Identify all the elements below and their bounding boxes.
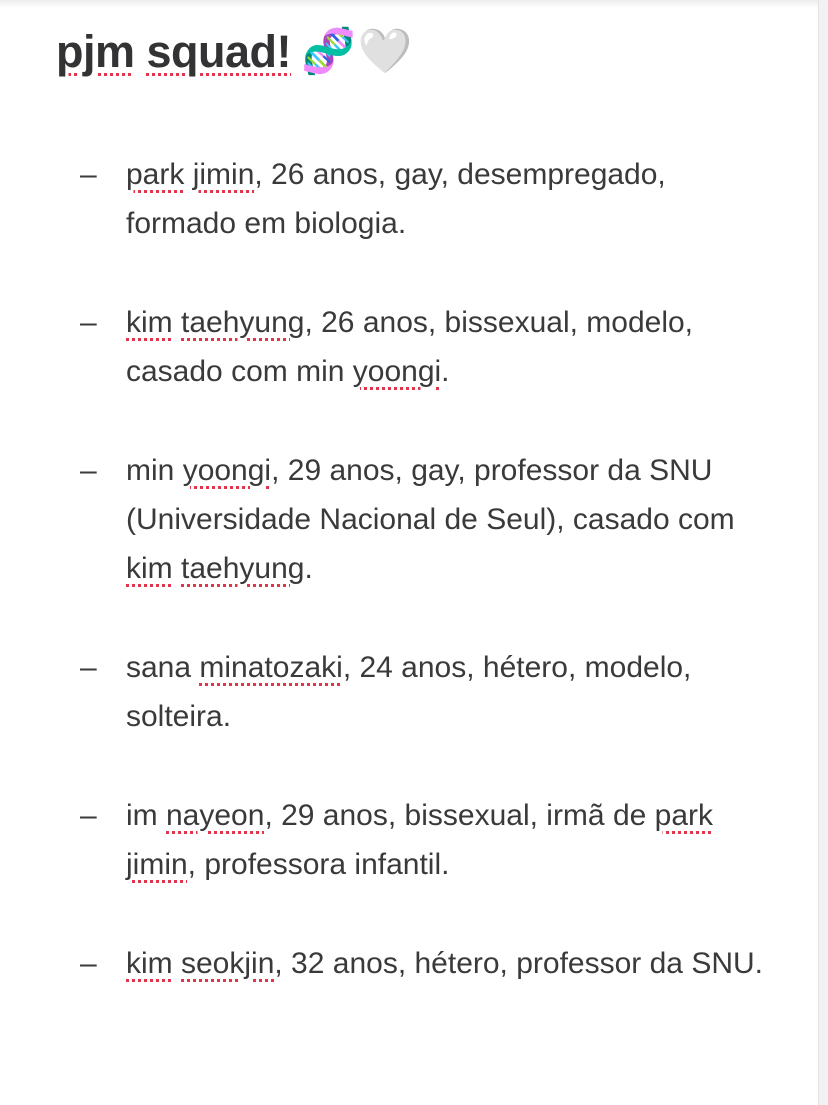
name-first: im bbox=[126, 799, 158, 832]
name-last: seokjin bbox=[181, 947, 275, 980]
dash-bullet: – bbox=[80, 947, 97, 980]
list-item bbox=[0, 446, 818, 593]
scrollbar[interactable] bbox=[818, 0, 828, 1105]
title-text bbox=[56, 26, 291, 78]
name-last: yoongi bbox=[182, 454, 272, 487]
name-ref-last: jimin bbox=[126, 848, 188, 881]
name-ref-last: taehyung bbox=[181, 552, 305, 585]
list-item bbox=[0, 791, 818, 889]
entry-end: . bbox=[304, 552, 313, 585]
entry-details: , 29 anos, gay, professor da SNU (Universidade Nacional de Seul), casado com bbox=[126, 454, 735, 536]
entry-details: , 32 anos, hétero, professor da SNU. bbox=[274, 947, 763, 980]
dna-icon: 🧬 bbox=[301, 27, 356, 76]
name-first: sana bbox=[126, 651, 192, 684]
dash-bullet: – bbox=[80, 651, 97, 684]
white-heart-icon: 🤍 bbox=[357, 27, 413, 76]
page-title bbox=[56, 22, 413, 82]
name-ref-first: park bbox=[654, 799, 714, 832]
name-first: min bbox=[126, 454, 175, 487]
name-last: minatozaki bbox=[199, 651, 343, 684]
name-first: park bbox=[126, 158, 185, 191]
list-item bbox=[0, 939, 818, 988]
entry-details: , 24 anos, hétero, modelo, solteira. bbox=[126, 651, 692, 733]
name-first: kim bbox=[126, 306, 173, 339]
name-last: nayeon bbox=[166, 799, 265, 832]
list-item bbox=[0, 150, 818, 248]
entry-details: , 29 anos, bissexual, irmã de bbox=[264, 799, 655, 832]
title-word-pjm: pjm bbox=[56, 26, 135, 77]
dash-bullet: – bbox=[80, 799, 97, 832]
name-last: jimin bbox=[192, 158, 255, 191]
character-list bbox=[0, 150, 818, 1038]
entry-end: , professora infantil. bbox=[187, 848, 450, 881]
dash-bullet: – bbox=[80, 158, 97, 191]
dash-bullet: – bbox=[80, 454, 97, 487]
entry-end: . bbox=[441, 355, 450, 388]
list-item bbox=[0, 643, 818, 741]
entry-details: , 26 anos, bissexual, modelo, casado com min bbox=[126, 306, 694, 388]
name-ref: yoongi bbox=[352, 355, 442, 388]
title-word-squad: squad! bbox=[146, 26, 292, 77]
dash-bullet: – bbox=[80, 306, 97, 339]
name-ref-first: kim bbox=[126, 552, 173, 585]
list-item bbox=[0, 298, 818, 396]
top-fade bbox=[0, 0, 828, 8]
name-last: taehyung bbox=[181, 306, 305, 339]
name-first: kim bbox=[126, 947, 173, 980]
entry-details: , 26 anos, gay, desempregado, formado em biologia. bbox=[126, 158, 666, 240]
